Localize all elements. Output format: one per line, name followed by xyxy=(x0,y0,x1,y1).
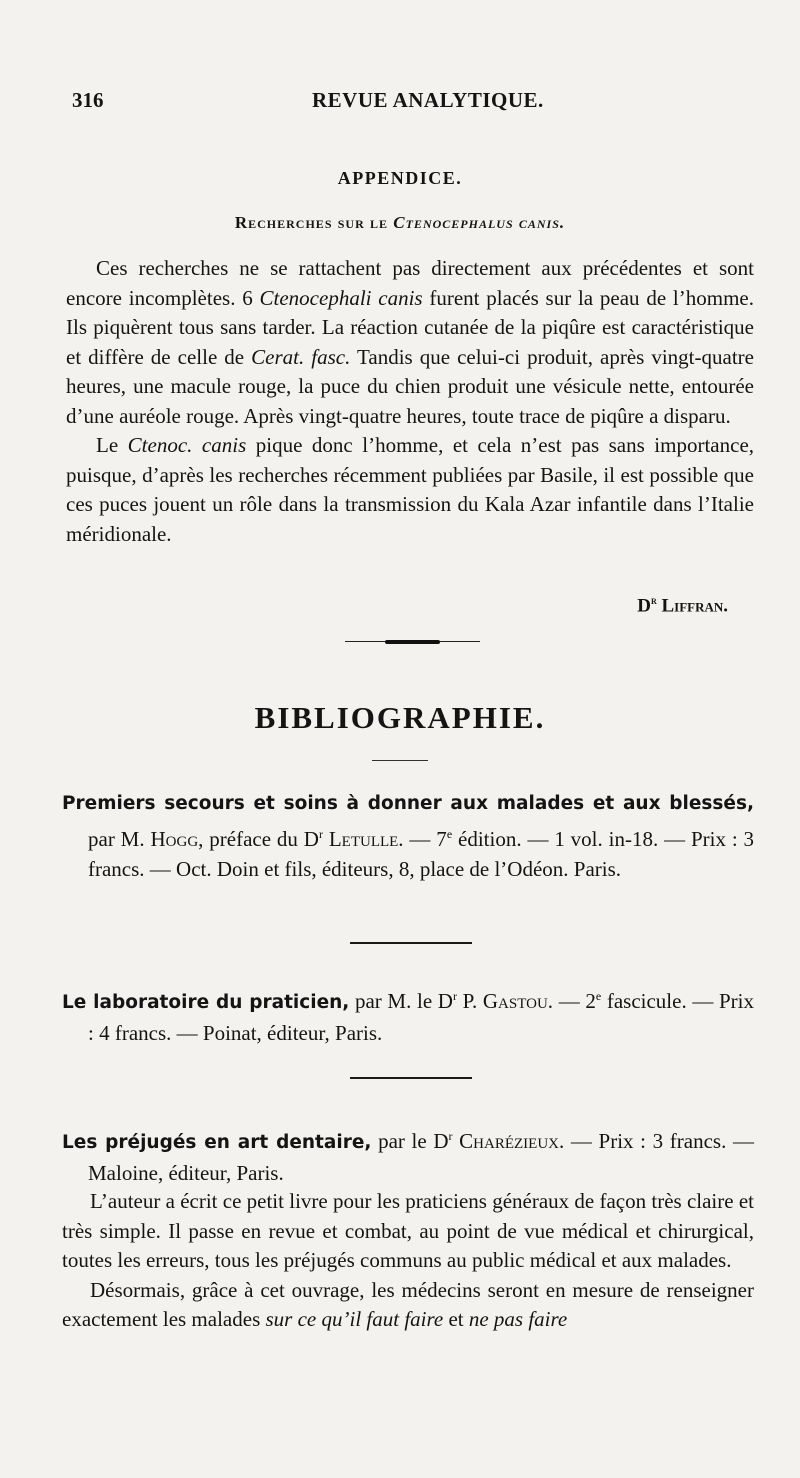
entry-1-text-b: , préface du D xyxy=(198,827,319,851)
entry-2-sup-a: r xyxy=(452,989,457,1003)
signature-name: Liffran. xyxy=(661,595,728,617)
appendix-subtitle xyxy=(0,213,800,233)
entry-1-title: Premiers secours et soins à donner aux malades et aux blessés, xyxy=(62,793,754,814)
entry-1-sup-b: r xyxy=(318,827,323,841)
entry-3-text-c: — Prix : 3 francs. — Maloine, éditeur, Paris. xyxy=(88,1129,754,1185)
bibliography-entry-2 xyxy=(62,981,754,1048)
page-number: 316 xyxy=(72,88,104,112)
review-p2-italic-2: ne pas faire xyxy=(468,1307,568,1331)
entry-separator-2 xyxy=(350,1077,472,1079)
appendix-subtitle-italic: Ctenocephalus canis. xyxy=(393,213,566,232)
entry-1-text-a: par M. xyxy=(88,827,151,851)
text-run: Le xyxy=(96,433,128,457)
entry-3-review xyxy=(62,1187,754,1335)
appendix-paragraph-1 xyxy=(66,254,754,431)
review-paragraph-1: L’auteur a écrit ce petit livre pour les praticiens généraux de façon très claire et très simple. Il passe en revue et combat, au point de vue médical et chirurgical, toutes les erreurs, tous les préjugés communs au public médical et aux malades. xyxy=(62,1189,754,1272)
author-signature xyxy=(637,593,728,617)
review-p2-italic-1: sur ce qu’il faut faire xyxy=(265,1307,444,1331)
review-p2-plain: Désormais, grâce à cet ouvrage, les médecins seront en mesure de renseigner exactement les malades xyxy=(62,1277,754,1331)
entry-3-text xyxy=(62,1121,754,1188)
entry-1-sup-d: e xyxy=(446,827,453,841)
entry-2-author: Gastou. xyxy=(482,989,554,1013)
entry-separator-1 xyxy=(350,942,472,944)
appendix-body xyxy=(66,254,754,549)
entry-2-sup-c: e xyxy=(595,989,602,1003)
appendix-subtitle-plain: Recherches sur le xyxy=(234,213,394,232)
entry-1-text-d: — 7 xyxy=(403,827,447,851)
text-run: Tandis que celui-ci produit, après vingt-quatre heures, une macule rouge, la puce du chien produit une vésicule nette, entourée d’une auréole rouge. Après vingt-quatre heures, toute trace de piqûre a disparu. xyxy=(66,344,754,428)
appendix-paragraph-2 xyxy=(66,431,754,549)
text-run: pique donc l’homme, et cela n’est pas sans importance, puisque, d’après les recherches récemment publiées par Basile, il est possible que ces puces jouent un rôle dans la transmission du Kala Azar infantile dans l’Italie méridionale. xyxy=(66,433,755,546)
entry-2-text-c: — 2 xyxy=(553,989,596,1013)
bibliography-title: BIBLIOGRAPHIE. xyxy=(254,700,546,735)
section-ornament xyxy=(345,640,480,644)
entry-2-text-a: par M. le D xyxy=(349,989,453,1013)
appendix-title: APPENDICE. xyxy=(337,168,463,188)
entry-2-text xyxy=(62,981,754,1048)
signature-prefix: D xyxy=(637,595,651,617)
review-paragraph-2 xyxy=(62,1276,754,1335)
entry-1-text xyxy=(62,787,754,884)
title-underline xyxy=(372,760,428,761)
entry-2-title: Le laboratoire du praticien, xyxy=(62,992,350,1013)
bibliography-entry-1 xyxy=(62,787,754,884)
entry-3-title: Les préjugés en art dentaire, xyxy=(62,1132,372,1153)
entry-3-text-a: par le D xyxy=(371,1129,449,1153)
entry-2-text-d: fascicule. — Prix : 4 francs. — Poinat, éditeur, Paris. xyxy=(88,989,755,1045)
text-run: Ctenoc. canis xyxy=(127,433,247,457)
entry-2-text-b: P. xyxy=(456,989,483,1013)
entry-1-text-e: édition. — 1 vol. in-18. — Prix : 3 francs. — Oct. Doin et fils, éditeurs, 8, place de l’Odéon. Paris. xyxy=(88,827,755,881)
text-run: Cerat. fasc. xyxy=(251,344,351,369)
text-run: Ces recherches ne se rattachent pas directement aux précédentes et sont encore incomplètes. 6 xyxy=(66,256,754,310)
entry-1-prefacer: Letulle. xyxy=(328,827,404,851)
entry-1-author: Hogg xyxy=(150,827,199,851)
running-head: REVUE ANALYTIQUE. xyxy=(312,88,544,112)
text-run: Ctenocephali canis xyxy=(259,285,423,310)
ornament-bar xyxy=(385,640,440,644)
bibliography-entry-3 xyxy=(62,1121,754,1188)
entry-3-sup-a: r xyxy=(448,1129,453,1143)
entry-3-author: Charézieux. xyxy=(459,1129,565,1153)
page-header xyxy=(72,88,732,118)
signature-superscript: r xyxy=(650,593,657,607)
text-run: furent placés sur la peau de l’homme. Ils piquèrent tous sans tarder. La réaction cutanée de la piqûre est caractéristique et diffère de celle de xyxy=(66,285,754,369)
review-p2-mid: et xyxy=(443,1307,469,1331)
